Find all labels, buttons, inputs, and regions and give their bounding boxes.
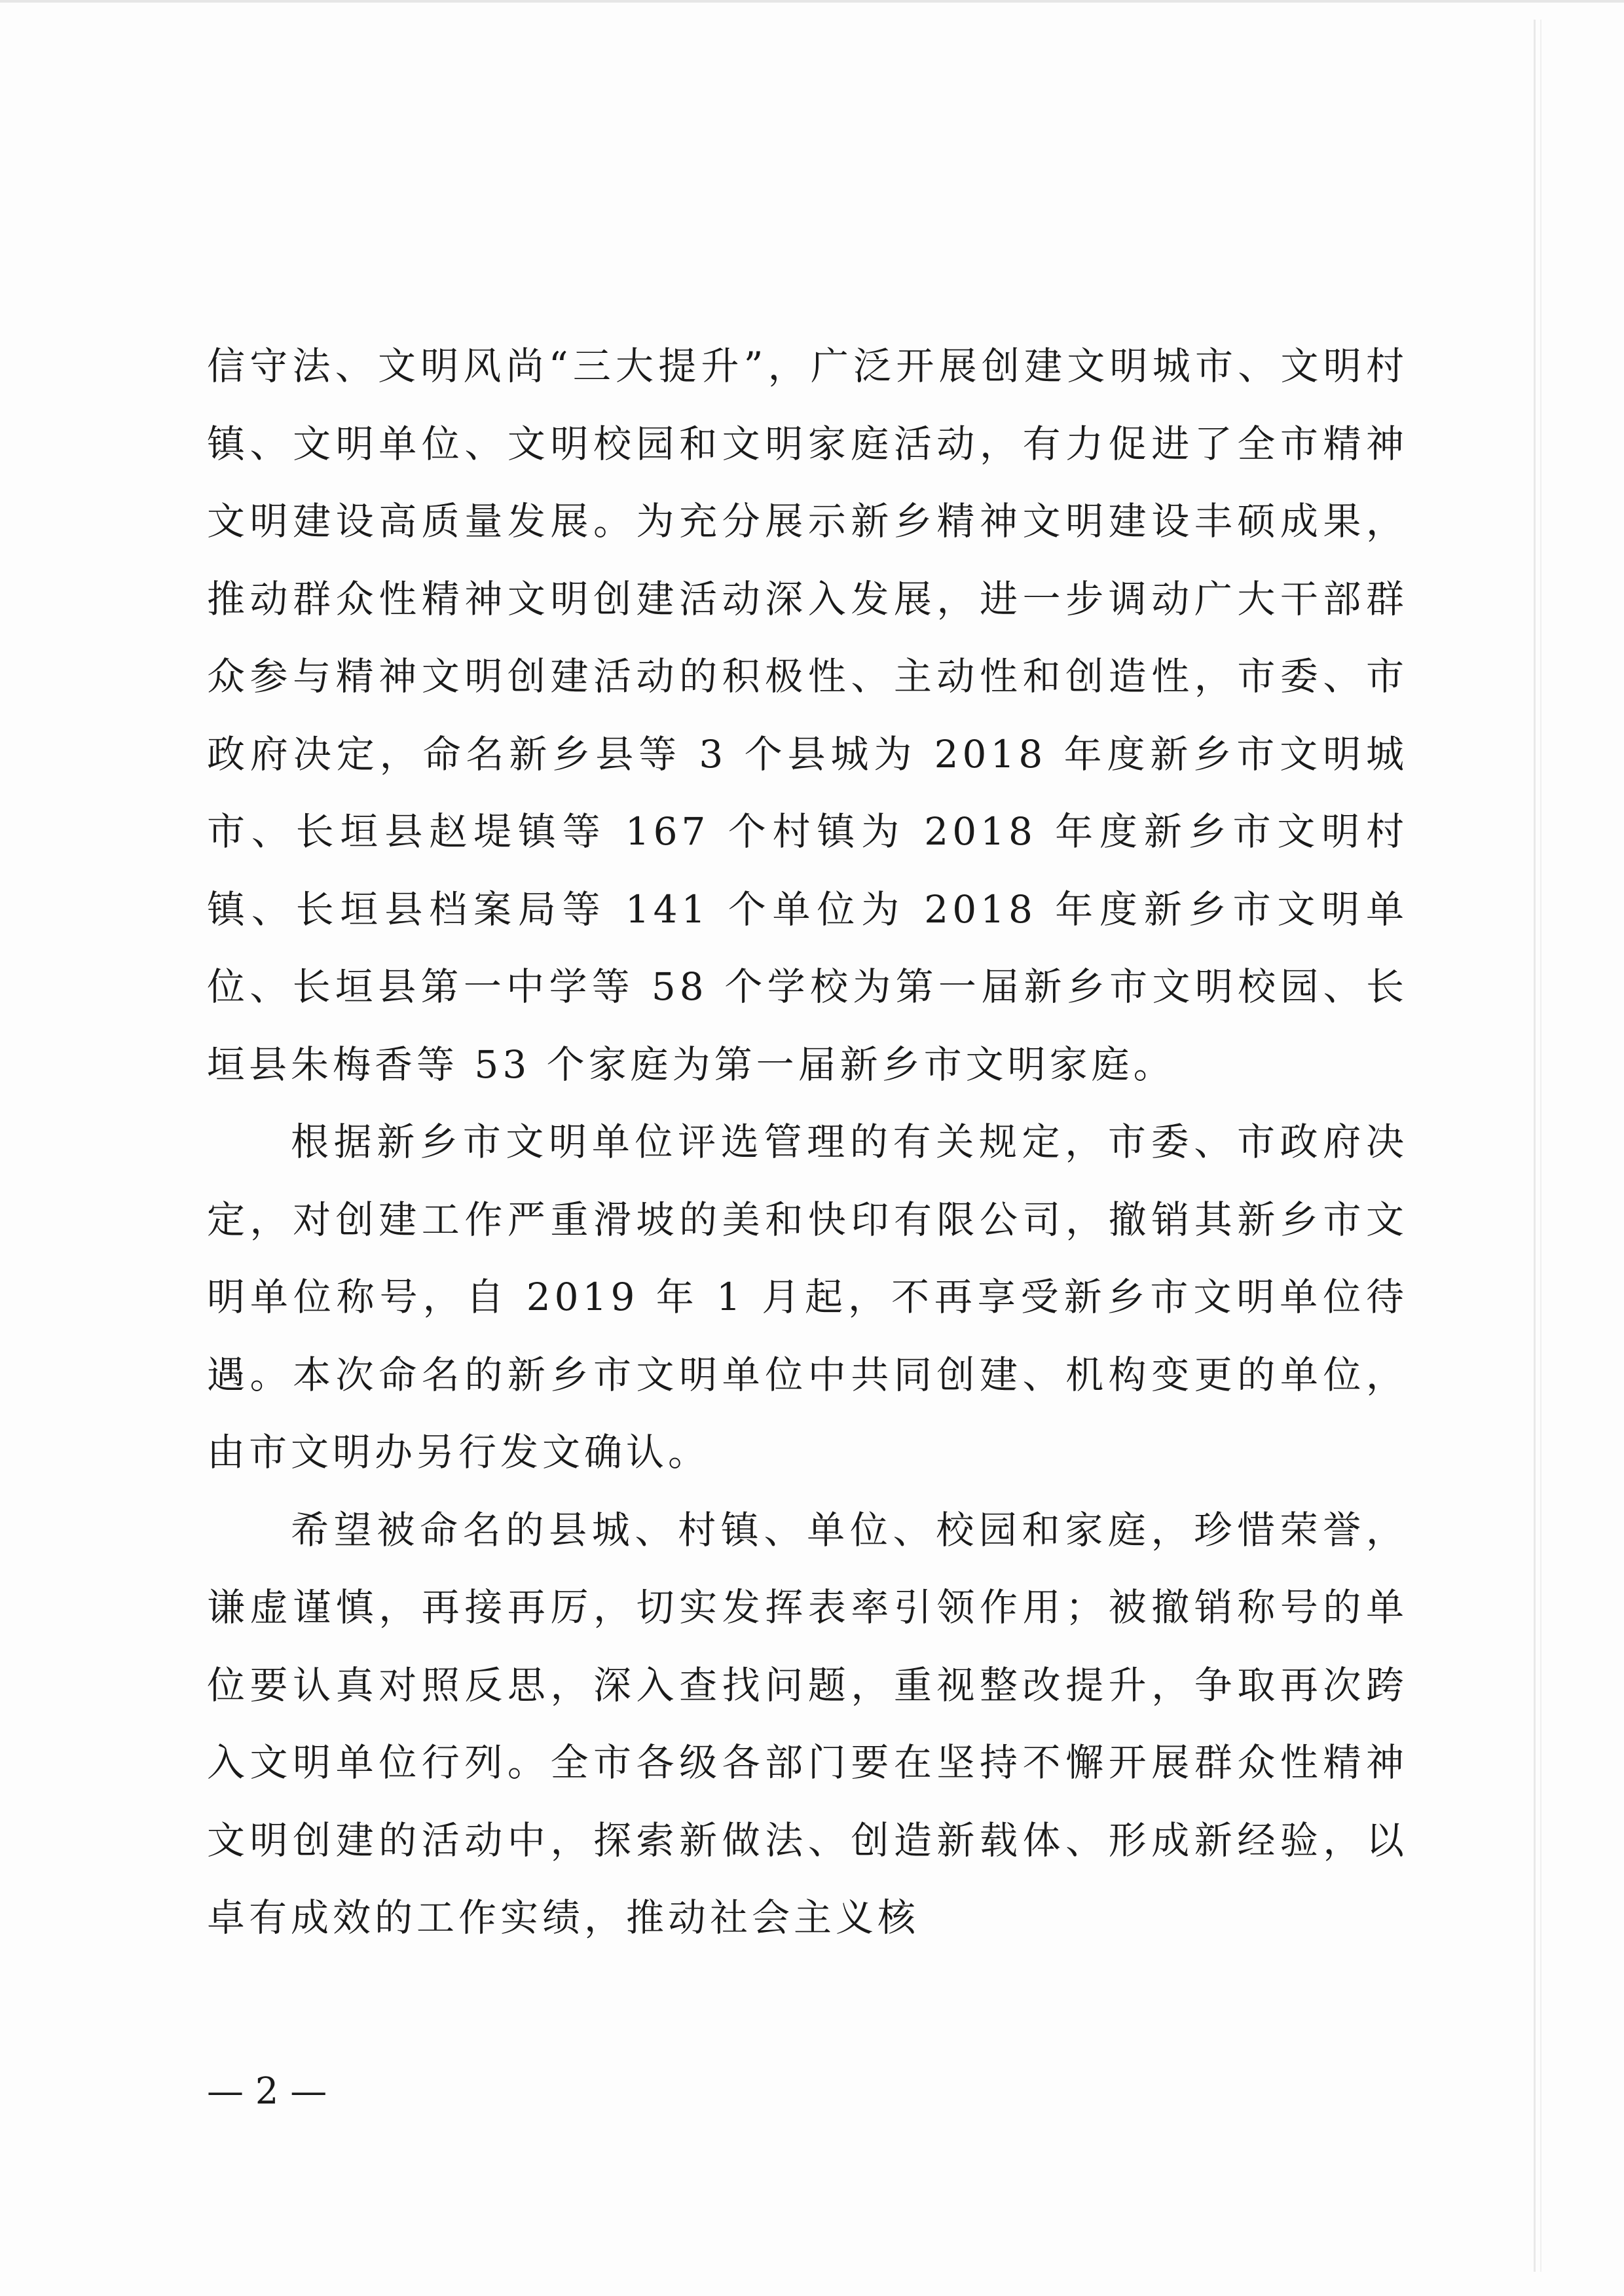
scan-edge-top	[0, 0, 1624, 3]
scan-edge-right-shadow	[1540, 20, 1541, 2272]
document-body	[207, 327, 1408, 1957]
page-number: — 2 —	[207, 2070, 327, 2113]
paragraph-expectation: 希望被命名的县城、村镇、单位、校园和家庭，珍惜荣誉，谦虚谨慎，再接再厉，切实发挥表率引领作用；被撤销称号的单位要认真对照反思，深入查找问题，重视整改提升，争取再次跨入文明单位行列。全市各级各部门要在坚持不懈开展群众性精神文明创建的活动中，探索新做法、创造新载体、形成新经验，以卓有成效的工作实绩，推动社会主义核	[207, 1507, 1408, 1940]
paragraph-continuation: 信守法、文明风尚“三大提升”，广泛开展创建文明城市、文明村镇、文明单位、文明校园和文明家庭活动，有力促进了全市精神文明建设高质量发展。为充分展示新乡精神文明建设丰硕成果，推动群众性精神文明创建活动深入发展，进一步调动广大干部群众参与精神文明创建活动的积极性、主动性和创造性，市委、市政府决定，命名新乡县等 3 个县城为 2018 年度新乡市文明城市、长垣县赵堤镇等 167 个村镇为 2018 年度新乡市文明村镇、长垣县档案局等 141 个单位为 2018 年度新乡市文明单位、长垣县第一中学等 58 个学校为第一届新乡市文明校园、长垣县朱梅香等 53 个家庭为第一届新乡市文明家庭。	[207, 344, 1408, 1087]
paragraph-revocation: 根据新乡市文明单位评选管理的有关规定，市委、市政府决定，对创建工作严重滑坡的美和快印有限公司，撤销其新乡市文明单位称号，自 2019 年 1 月起，不再享受新乡市文明单位待遇。本次命名的新乡市文明单位中共同创建、机构变更的单位，由市文明办另行发文确认。	[207, 1120, 1408, 1474]
scan-edge-right	[1534, 20, 1536, 2272]
